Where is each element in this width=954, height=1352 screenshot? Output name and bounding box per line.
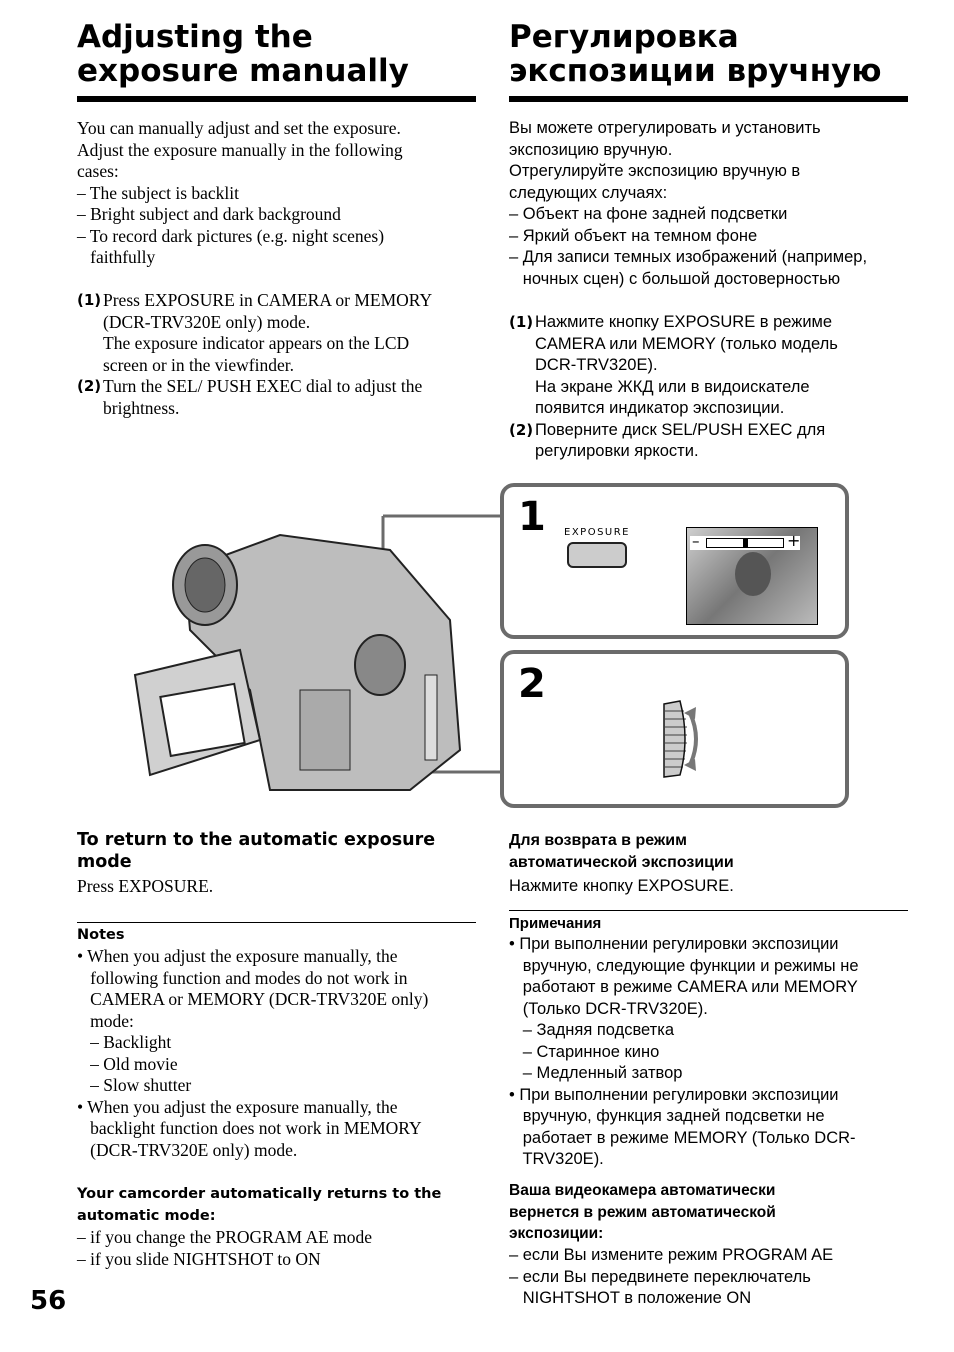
text-line: exposure manually: [77, 53, 409, 89]
text-line: – Slow shutter: [77, 1075, 192, 1095]
step-2-panel: [500, 650, 849, 808]
text-line: NIGHTSHOT в положение ON: [509, 1289, 752, 1307]
en-title-rule: [77, 96, 476, 102]
text-line: Your camcorder automatically returns to the: [77, 1186, 442, 1202]
en-notes-divider: [77, 922, 476, 923]
en-steps: [77, 290, 477, 419]
camcorder-illustration: [130, 510, 510, 810]
text-line: – Медленный затвор: [509, 1064, 683, 1082]
text-line: – Bright subject and dark background: [77, 204, 341, 224]
text-line: Press EXPOSURE in CAMERA or MEMORY: [103, 290, 433, 310]
ru-return-heading: [509, 830, 734, 873]
text-line: – if you slide NIGHTSHOT to ON: [77, 1248, 321, 1269]
step-1-panel: [500, 483, 849, 639]
text-line: автоматической экспозиции: [509, 853, 734, 871]
text-line: – Backlight: [77, 1032, 172, 1052]
lcd-preview-image: [686, 527, 818, 625]
ru-notes-title: Примечания: [509, 915, 602, 932]
text-line: работает в режиме MEMORY (Только DCR-: [509, 1128, 856, 1147]
ru-return-text: Нажмите кнопку EXPOSURE.: [509, 877, 734, 895]
text-line: mode:: [77, 1010, 134, 1031]
text-line: экспозиции вручную: [509, 53, 882, 89]
text-line: (DCR-TRV320E only) mode.: [77, 1139, 298, 1160]
ru-auto-heading: [509, 1180, 776, 1245]
text-line: – Объект на фоне задней подсветки: [509, 205, 788, 223]
text-line: – Старинное кино: [509, 1042, 660, 1061]
ru-intro: [509, 118, 867, 290]
step-item: [77, 376, 477, 419]
exposure-scale: [706, 538, 784, 548]
text-line: CAMERA или MEMORY (только модель: [535, 334, 838, 353]
ru-notes-divider: [509, 910, 908, 911]
text-line: – если Вы передвинете переключатель: [509, 1267, 811, 1286]
text-line: Ваша видеокамера автоматически: [509, 1182, 776, 1199]
text-line: ночных сцен) с большой достоверностью: [509, 269, 841, 288]
text-line: mode: [77, 852, 132, 872]
step-number: (1): [509, 313, 534, 331]
text-line: • При выполнении регулировки экспозиции: [509, 935, 839, 953]
step-item: [509, 312, 909, 420]
text-line: вручную, следующие функции и режимы не: [509, 956, 859, 975]
text-line: Adjust the exposure manually in the following: [77, 139, 403, 160]
step-number: (2): [509, 420, 534, 439]
text-line: brightness.: [103, 397, 180, 418]
text-line: automatic mode:: [77, 1207, 216, 1224]
text-line: backlight function does not work in MEMORY: [77, 1118, 422, 1138]
text-line: Adjusting the: [77, 19, 313, 55]
text-line: Поверните диск SEL/PUSH EXEC для: [535, 420, 826, 439]
text-line: Turn the SEL/ PUSH EXEC dial to adjust the: [103, 376, 423, 396]
text-line: (DCR-TRV320E only) mode.: [103, 311, 311, 332]
minus-icon: –: [692, 532, 700, 550]
en-return-text: Press EXPOSURE.: [77, 876, 214, 896]
page-number: 56: [30, 1286, 67, 1316]
text-line: регулировки яркости.: [535, 442, 699, 460]
text-line: Вы можете отрегулировать и установить: [509, 119, 821, 137]
text-line: cases:: [77, 161, 119, 181]
en-title: [77, 20, 409, 88]
step-1-number: 1: [518, 494, 546, 540]
text-line: You can manually adjust and set the exposure.: [77, 118, 401, 138]
text-line: following function and modes do not work in: [77, 967, 408, 988]
text-line: вручную, функция задней подсветки не: [509, 1107, 825, 1125]
ru-steps: [509, 312, 909, 463]
ru-auto-items: [509, 1245, 833, 1310]
en-notes-title: Notes: [77, 927, 125, 943]
text-line: – The subject is backlit: [77, 182, 240, 203]
text-line: экспозицию вручную.: [509, 140, 673, 159]
step-number: (2): [77, 377, 102, 395]
plus-icon: +: [787, 531, 801, 550]
text-line: На экране ЖКД или в видоискателе: [535, 377, 810, 396]
ru-title-rule: [509, 96, 908, 102]
exposure-level-marker: [743, 538, 748, 548]
step-item: [77, 290, 477, 376]
ru-notes: [509, 934, 859, 1171]
text-line: faithfully: [77, 247, 156, 267]
text-line: экспозиции:: [509, 1225, 604, 1242]
text-line: – Задняя подсветка: [509, 1021, 674, 1039]
text-line: следующих случаях:: [509, 183, 668, 202]
text-line: Нажмите кнопку EXPOSURE в режиме: [535, 313, 833, 331]
exposure-button[interactable]: [567, 542, 627, 568]
text-line: • При выполнении регулировки экспозиции: [509, 1085, 839, 1104]
en-auto-items: [77, 1227, 372, 1270]
text-line: screen or in the viewfinder.: [103, 354, 294, 375]
step-item: [509, 420, 909, 463]
text-line: Регулировка: [509, 19, 739, 55]
text-line: появится индикатор экспозиции.: [535, 399, 785, 417]
text-line: – Яркий объект на темном фоне: [509, 226, 758, 245]
exposure-button-label: EXPOSURE: [564, 527, 631, 538]
text-line: To return to the automatic exposure: [77, 830, 436, 850]
text-line: – if you change the PROGRAM AE mode: [77, 1227, 373, 1247]
step-2-number: 2: [518, 661, 546, 707]
text-line: Для возврата в режим: [509, 832, 687, 849]
text-line: Отрегулируйте экспозицию вручную в: [509, 162, 801, 180]
step-number: (1): [77, 291, 102, 309]
sel-push-exec-dial-icon: [662, 699, 707, 781]
en-auto-heading: [77, 1184, 441, 1227]
text-line: вернется в режим автоматической: [509, 1203, 776, 1221]
text-line: работают в режиме CAMERA или MEMORY: [509, 978, 858, 996]
en-return-heading: [77, 829, 435, 873]
text-line: The exposure indicator appears on the LCD: [103, 333, 410, 353]
subject-face: [735, 552, 771, 596]
text-line: • When you adjust the exposure manually, the: [77, 1096, 398, 1117]
text-line: (Только DCR-TRV320E).: [509, 999, 708, 1018]
text-line: • When you adjust the exposure manually, the: [77, 946, 398, 966]
exposure-indicator: [690, 531, 801, 550]
ru-title: [509, 20, 882, 88]
text-line: – Old movie: [77, 1053, 178, 1074]
text-line: DCR-TRV320E).: [535, 356, 658, 374]
text-line: TRV320E).: [509, 1150, 604, 1168]
en-intro: [77, 118, 403, 269]
text-line: – To record dark pictures (e.g. night scenes): [77, 225, 385, 246]
text-line: CAMERA or MEMORY (DCR-TRV320E only): [77, 989, 429, 1009]
text-line: – если Вы измените режим PROGRAM AE: [509, 1246, 834, 1264]
text-line: – Для записи темных изображений (например,: [509, 248, 868, 266]
en-notes: [77, 946, 428, 1161]
